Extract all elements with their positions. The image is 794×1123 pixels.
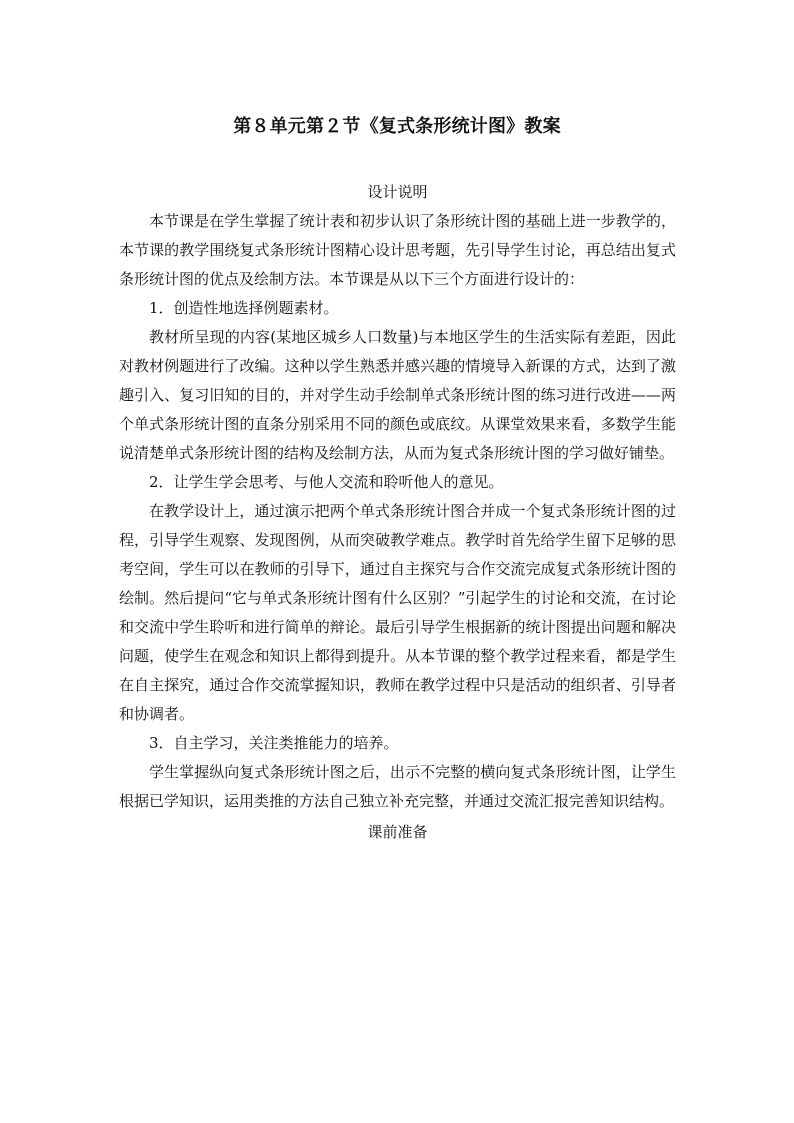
point-1-heading: 1．创造性地选择例题素材。 — [149, 299, 339, 317]
point-3-heading: 3．自主学习，关注类推能力的培养。 — [149, 734, 399, 752]
point-2-paragraph: 在教学设计上，通过演示把两个单式条形统计图合并成一个复式条形统计图的过程，引导学生观察、发现图例，从而突破教学难点。教学时首先给学生留下足够的思考空间，学生可以在教师的引导下，通过自主探究与合作交流完成复式条形统计图的绘制。然后提问“它与单式条形统计图有什么区别？”引起学生的讨论和交流，在讨论和交流中学生聆听和进行简单的辩论。最后引导学生根据新的统计图提出问题和解决问题，使学生在观念和知识上都得到提升。从本节课的整个教学过程来看，都是学生在自主探究，通过合作交流掌握知识，教师在教学过程中只是活动的组织者、引导者和协调者。 — [119, 502, 676, 723]
section-heading-design-notes: 设计说明 — [367, 183, 428, 201]
point-2-heading: 2．让学生学会思考、与他人交流和聆听他人的意见。 — [149, 473, 504, 491]
intro-paragraph: 本节课是在学生掌握了统计表和初步认识了条形统计图的基础上进一步教学的，本节课的教学围绕复式条形统计图精心设计思考题，先引导学生讨论，再总结出复式条形统计图的优点及绘制方法。本节课是从以下三个方面进行设计的： — [119, 212, 676, 288]
point-3-paragraph: 学生掌握纵向复式条形统计图之后，出示不完整的横向复式条形统计图，让学生根据已学知识，运用类推的方法自己独立补充完整，并通过交流汇报完善知识结构。 — [119, 763, 676, 810]
document-title: 第８单元第２节《复式条形统计图》教案 — [233, 116, 561, 137]
section-heading-preparation: 课前准备 — [367, 823, 428, 841]
document-body — [119, 178, 676, 847]
point-1-paragraph: 教材所呈现的内容(某地区城乡人口数量)与本地区学生的生活实际有差距，因此对教材例题进行了改编。这种以学生熟悉并感兴趣的情境导入新课的方式，达到了激趣引入、复习旧知的目的，并对学生动手绘制单式条形统计图的练习进行改进——两个单式条形统计图的直条分别采用不同的颜色或底纹。从课堂效果来看，多数学生能说清楚单式条形统计图的结构及绘制方法，从而为复式条形统计图的学习做好铺垫。 — [119, 328, 676, 462]
